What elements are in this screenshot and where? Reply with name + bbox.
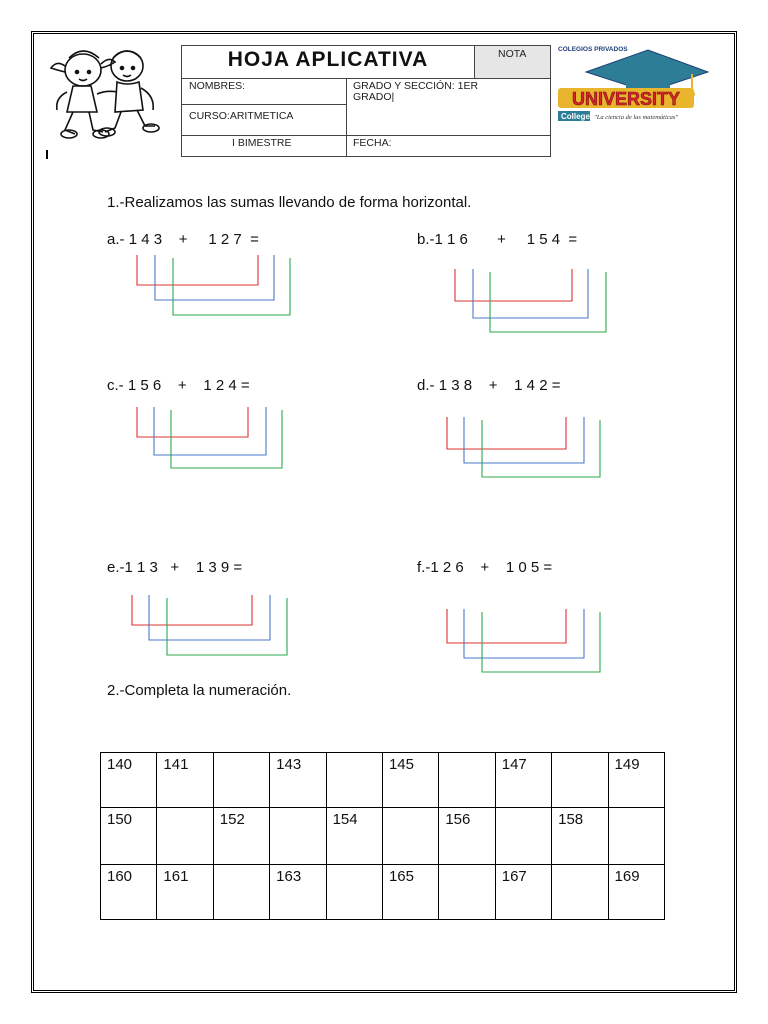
number-cell: 149 — [608, 753, 664, 808]
logo-brand: UNIVERSITY — [571, 89, 681, 109]
carry-lines-d — [442, 414, 610, 484]
fecha-label: FECHA: — [353, 137, 392, 149]
number-cell: 161 — [157, 865, 213, 920]
number-cell: 143 — [270, 753, 326, 808]
number-cell: 163 — [270, 865, 326, 920]
number-cell: 145 — [382, 753, 438, 808]
empty-answer-cell[interactable] — [326, 753, 382, 808]
empty-answer-cell[interactable] — [157, 808, 213, 865]
number-cell: 152 — [213, 808, 269, 865]
empty-answer-cell[interactable] — [213, 865, 269, 920]
empty-answer-cell[interactable] — [439, 753, 495, 808]
empty-answer-cell[interactable] — [382, 808, 438, 865]
section2-instruction: 2.-Completa la numeración. — [107, 682, 292, 699]
number-cell: 158 — [552, 808, 608, 865]
section1-instruction: 1.-Realizamos las sumas llevando de forma horizontal. — [107, 194, 472, 211]
curso-label: CURSO:ARITMETICA — [189, 110, 294, 122]
empty-answer-cell[interactable] — [270, 808, 326, 865]
carry-lines-b — [448, 266, 618, 338]
nombres-label: NOMBRES: — [189, 80, 246, 92]
empty-answer-cell[interactable] — [552, 753, 608, 808]
logo-slogan: "La ciencia de las matemáticas" — [594, 114, 679, 121]
number-cell: 160 — [101, 865, 157, 920]
number-cell: 140 — [101, 753, 157, 808]
empty-answer-cell[interactable] — [608, 808, 664, 865]
carry-lines-c — [132, 404, 292, 476]
carry-lines-a — [130, 252, 300, 322]
number-cell: 141 — [157, 753, 213, 808]
empty-answer-cell[interactable] — [552, 865, 608, 920]
exercise-e: e.-1 1 3 + 1 3 9 = — [107, 559, 243, 576]
table-row — [101, 865, 665, 920]
exercise-c: c.- 1 5 6 + 1 2 4 = — [107, 377, 250, 394]
table-row — [101, 753, 665, 808]
number-cell: 154 — [326, 808, 382, 865]
number-cell: 169 — [608, 865, 664, 920]
carry-lines-e — [127, 592, 295, 662]
number-cell: 156 — [439, 808, 495, 865]
empty-answer-cell[interactable] — [326, 865, 382, 920]
number-cell: 165 — [382, 865, 438, 920]
empty-answer-cell[interactable] — [439, 865, 495, 920]
exercise-a: a.- 1 4 3 + 1 2 7 = — [107, 231, 259, 248]
nota-label: NOTA — [498, 48, 527, 60]
exercise-d: d.- 1 3 8 + 1 4 2 = — [417, 377, 561, 394]
header-table — [181, 45, 551, 157]
number-cell: 167 — [495, 865, 551, 920]
logo-top-text: COLEGIOS PRIVADOS — [558, 46, 628, 53]
numeration-table — [100, 752, 665, 920]
number-cell: 147 — [495, 753, 551, 808]
university-logo — [556, 42, 712, 128]
children-illustration — [45, 42, 163, 142]
page-title: HOJA APLICATIVA — [227, 48, 429, 71]
logo-sub-brand: College — [561, 112, 590, 121]
carry-lines-f — [442, 606, 610, 678]
text-cursor-mark — [46, 150, 48, 159]
number-cell: 150 — [101, 808, 157, 865]
empty-answer-cell[interactable] — [213, 753, 269, 808]
grado-label: GRADO Y SECCIÓN: 1ER GRADO| — [353, 80, 479, 103]
exercise-b: b.-1 1 6 + 1 5 4 = — [417, 231, 578, 248]
bimestre-label: I BIMESTRE — [232, 137, 292, 149]
table-row — [101, 808, 665, 865]
exercise-f: f.-1 2 6 + 1 0 5 = — [417, 559, 553, 576]
empty-answer-cell[interactable] — [495, 808, 551, 865]
